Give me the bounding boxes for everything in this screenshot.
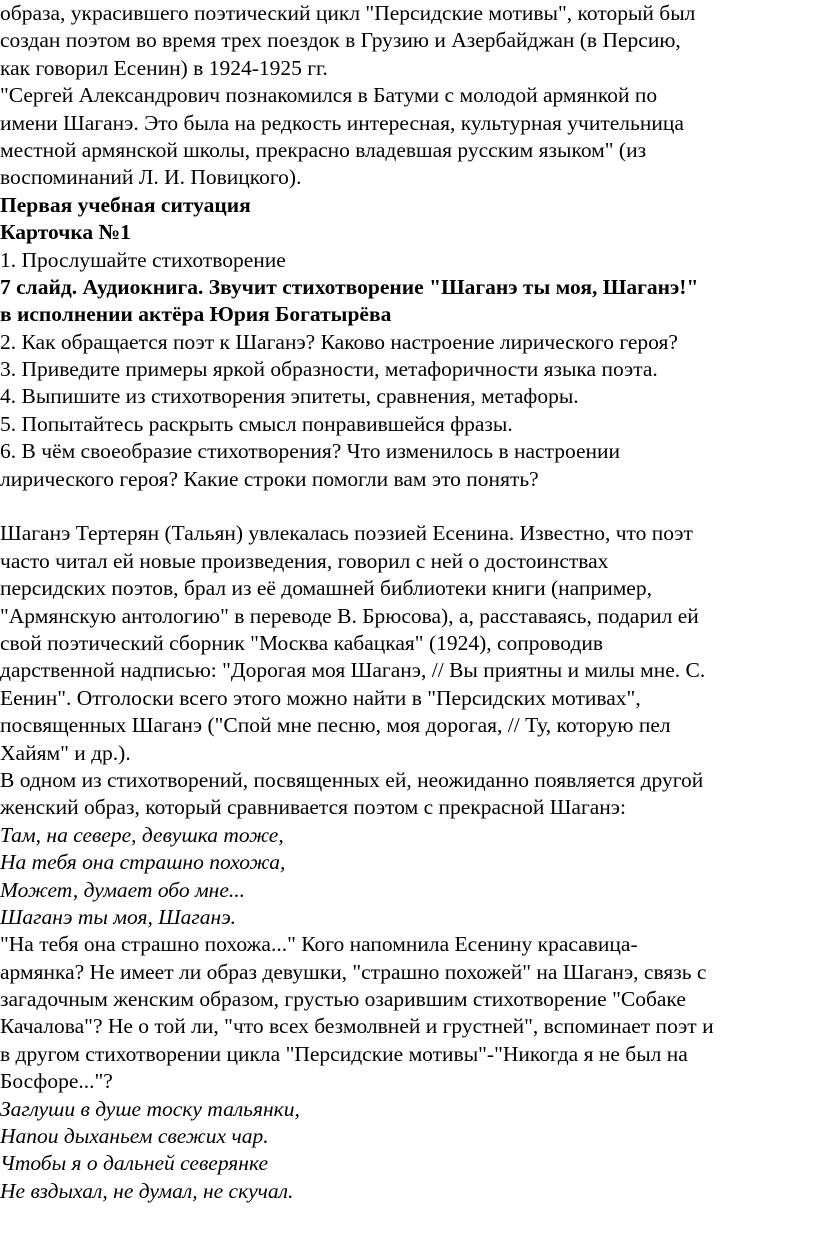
poem-line: На тебя она страшно похожа, — [0, 850, 286, 875]
poem-line: Чтобы я о дальней северянке — [0, 1151, 269, 1176]
text-line: "Сергей Александрович познакомился в Батуми с молодой армянкой по — [0, 83, 658, 108]
text-line: Еенин". Отголоски всего этого можно найти в "Персидских мотивах", — [0, 685, 641, 710]
text-line: армянка? Не имеет ли образ девушки, "страшно похожей" на Шаганэ, связь с — [0, 959, 707, 984]
text-line: женский образ, который сравнивается поэтом с прекрасной Шаганэ: — [0, 795, 627, 820]
body-paragraph-1 — [0, 520, 816, 767]
text-line: местной армянской школы, прекрасно владевшая русским языком" (из — [0, 137, 647, 162]
text-line: Шаганэ Тертерян (Тальян) увлекалась поэзией Есенина. Известно, что поэт — [0, 521, 693, 546]
task-item: 2. Как обращается поэт к Шаганэ? Каково настроение лирического героя? — [0, 329, 678, 354]
poem-line: Напои дыханьем свежих чар. — [0, 1124, 269, 1149]
text-line: свой поэтический сборник "Москва кабацкая" (1924), сопроводив — [0, 630, 604, 655]
poem-line: Шаганэ ты моя, Шаганэ. — [0, 904, 237, 929]
body-paragraph-2 — [0, 767, 816, 822]
card-heading: Карточка №1 — [0, 220, 131, 245]
intro-paragraph — [0, 0, 816, 82]
text-line: "На тебя она страшно похожа..." Кого напомнила Есенину красавица- — [0, 932, 638, 957]
task-item: 4. Выпишите из стихотворения эпитеты, сравнения, метафоры. — [0, 384, 579, 409]
task-list — [0, 329, 816, 493]
text-line: воспоминаний Л. И. Повицкого). — [0, 165, 302, 190]
text-line: 7 слайд. Аудиокнига. Звучит стихотворение "Шаганэ ты моя, Шаганэ!" — [0, 274, 699, 299]
poem-line: Не вздыхал, не думал, не скучал. — [0, 1178, 294, 1203]
paragraph-spacer — [0, 493, 816, 520]
poem-line: Заглуши в душе тоску тальянки, — [0, 1096, 300, 1121]
task-item: 5. Попытайтесь раскрыть смысл понравившейся фразы. — [0, 411, 513, 436]
text-line: Босфоре..."? — [0, 1069, 113, 1094]
text-line: посвященных Шаганэ ("Спой мне песню, моя дорогая, // Ту, которую пел — [0, 713, 671, 738]
text-line: как говорил Есенин) в 1924-1925 гг. — [0, 55, 328, 80]
task-item: лирического героя? Какие строки помогли вам это понять? — [0, 466, 539, 491]
task-item: 1. Прослушайте стихотворение — [0, 247, 286, 272]
text-line: в другом стихотворении цикла "Персидские мотивы"-"Никогда я не был на — [0, 1041, 688, 1066]
text-line: имени Шаганэ. Это была на редкость интересная, культурная учительница — [0, 110, 684, 135]
task-item: 3. Приведите примеры яркой образности, метафоричности языка поэта. — [0, 357, 658, 382]
text-line: "Армянскую антологию" в переводе В. Брюсова), а, расставаясь, подарил ей — [0, 603, 699, 628]
text-line: создан поэтом во время трех поездок в Грузию и Азербайджан (в Персию, — [0, 28, 681, 53]
text-line: в исполнении актёра Юрия Богатырёва — [0, 302, 392, 327]
text-line: дарственной надписью: "Дорогая моя Шаганэ, // Вы приятны и милы мне. С. — [0, 658, 706, 683]
quote-paragraph — [0, 82, 816, 192]
section-heading: Первая учебная ситуация — [0, 192, 251, 217]
poem-line: Там, на севере, девушка тоже, — [0, 822, 284, 847]
poem-excerpt-1 — [0, 822, 816, 932]
text-line: загадочным женским образом, грустью озарившим стихотворение "Собаке — [0, 987, 686, 1012]
poem-line: Может, думает обо мне... — [0, 877, 246, 902]
text-line: образа, украсившего поэтический цикл "Персидские мотивы", который был — [0, 1, 696, 25]
poem-excerpt-2 — [0, 1096, 816, 1206]
text-line: Качалова"? Не о той ли, "что всех безмолвней и грустней", вспоминает поэт и — [0, 1014, 714, 1039]
text-line: Хайям" и др.). — [0, 740, 131, 765]
task-item: 6. В чём своеобразие стихотворения? Что изменилось в настроении — [0, 439, 621, 464]
text-line: В одном из стихотворений, посвященных ей, неожиданно появляется другой — [0, 767, 704, 792]
body-paragraph-3 — [0, 931, 816, 1095]
text-line: часто читал ей новые произведения, говорил с ней о достоинствах — [0, 548, 609, 573]
slide-note — [0, 274, 816, 329]
text-line: персидских поэтов, брал из её домашней библиотеки книги (например, — [0, 576, 652, 601]
